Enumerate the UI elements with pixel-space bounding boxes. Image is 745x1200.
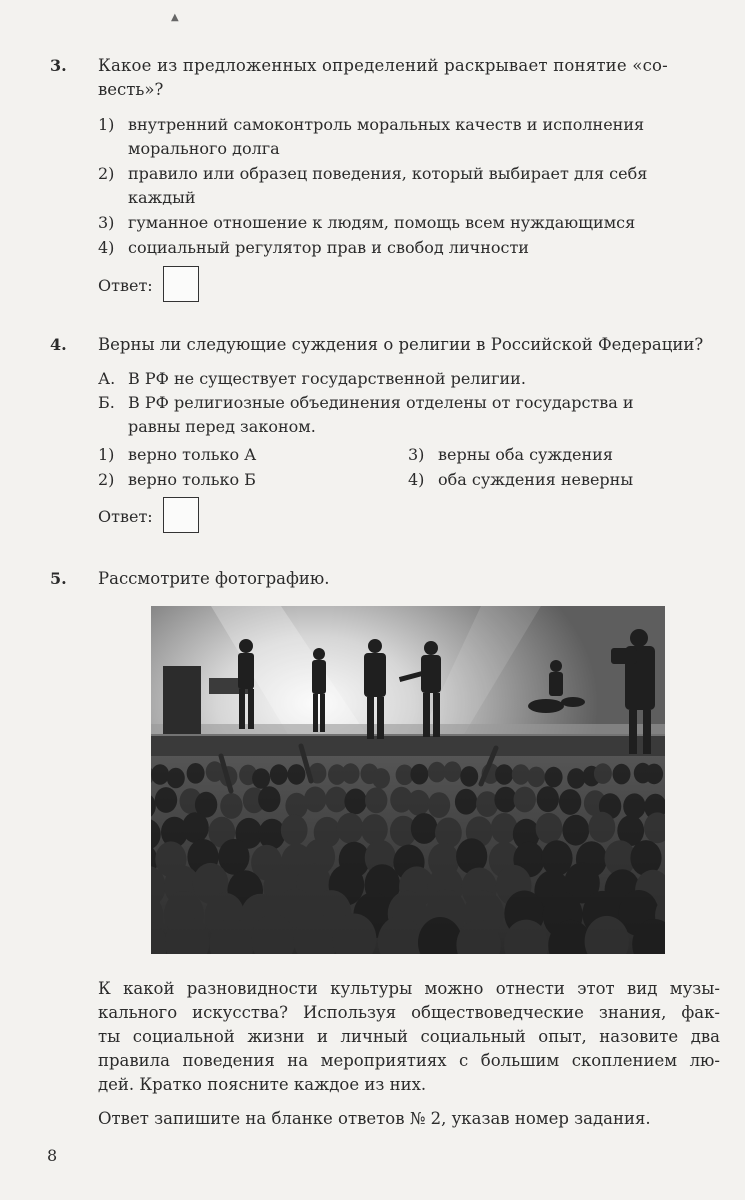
question-number: 4. <box>50 335 67 354</box>
question-number: 3. <box>50 56 67 75</box>
option-2[interactable]: 2) правило или образец поведения, который выбирает для себя каждый <box>98 164 648 207</box>
answer-label: Ответ: <box>98 276 153 295</box>
answer-instruction: Ответ запишите на бланке ответов № 2, указав номер задания. <box>98 1109 651 1128</box>
question-number: 5. <box>50 569 67 588</box>
task-body: К какой разновидности культуры можно отнести этот вид музы- кального искусства? Используя обществоведческие знания, фак- ты социальной жизни и личный социальный опыт, назовите два правила поведения на мероприятиях с большим скоплением лю- дей. Кратко поясните каждое из них. <box>98 979 720 1094</box>
page: ▲ 3. Какое из предложенных определений раскрывает понятие «со- весть»? 1) внутренний самоконтроль моральных качеств и исполнения морального долга 2) правило или образец поведения, который выбирает для себя каждый 3) гуманное отношение к людям, помощь всем нуждающимся 4) социальный регулятор прав и свобод личности Ответ: 4. Верны ли следующие суждения о религии в Российской Федерации? А. В РФ не существует государственной религии. Б. В РФ религиозные объединения отделены от государства и равны перед законом. 1) верно только А 2) верно только Б 3) верны оба суждения 4) оба суждения неверны Ответ: 5. Рассмотрите фотографию. К какой разновидности культуры можно отнести этот вид музы- кального искусства? Используя обществоведческие знания, фак- ты социальной жизни и личный социальный опыт, назовите два правила поведения на мероприятиях с большим скоплением лю- дей. Кратко поясните каждое из них. Ответ запишите на бланке ответов № 2, указав номер задания. 8 <box>47 12 720 1165</box>
page-number: 8 <box>47 1146 58 1165</box>
option-2[interactable]: 2) верно только Б <box>98 470 256 489</box>
concert-photo <box>151 606 665 954</box>
answer-label: Ответ: <box>98 507 153 526</box>
question-text: Верны ли следующие суждения о религии в Российской Федерации? <box>98 335 704 354</box>
answer-box[interactable] <box>163 266 199 302</box>
scan-mark: ▲ <box>171 12 179 23</box>
option-3[interactable]: 3) гуманное отношение к людям, помощь всем нуждающимся <box>98 213 636 232</box>
question-text: Какое из предложенных определений раскрывает понятие «со- весть»? <box>98 56 668 99</box>
option-4[interactable]: 4) оба суждения неверны <box>408 470 634 489</box>
answer-box[interactable] <box>163 497 199 533</box>
concert-photo-drawing <box>151 606 665 954</box>
question-text: Рассмотрите фотографию. <box>98 569 330 588</box>
statement-b: Б. В РФ религиозные объединения отделены от государства и равны перед законом. <box>98 393 634 436</box>
option-1[interactable]: 1) внутренний самоконтроль моральных качеств и исполнения морального долга <box>98 115 645 158</box>
option-3[interactable]: 3) верны оба суждения <box>408 445 613 464</box>
option-1[interactable]: 1) верно только А <box>98 445 257 464</box>
option-4[interactable]: 4) социальный регулятор прав и свобод личности <box>98 238 529 257</box>
